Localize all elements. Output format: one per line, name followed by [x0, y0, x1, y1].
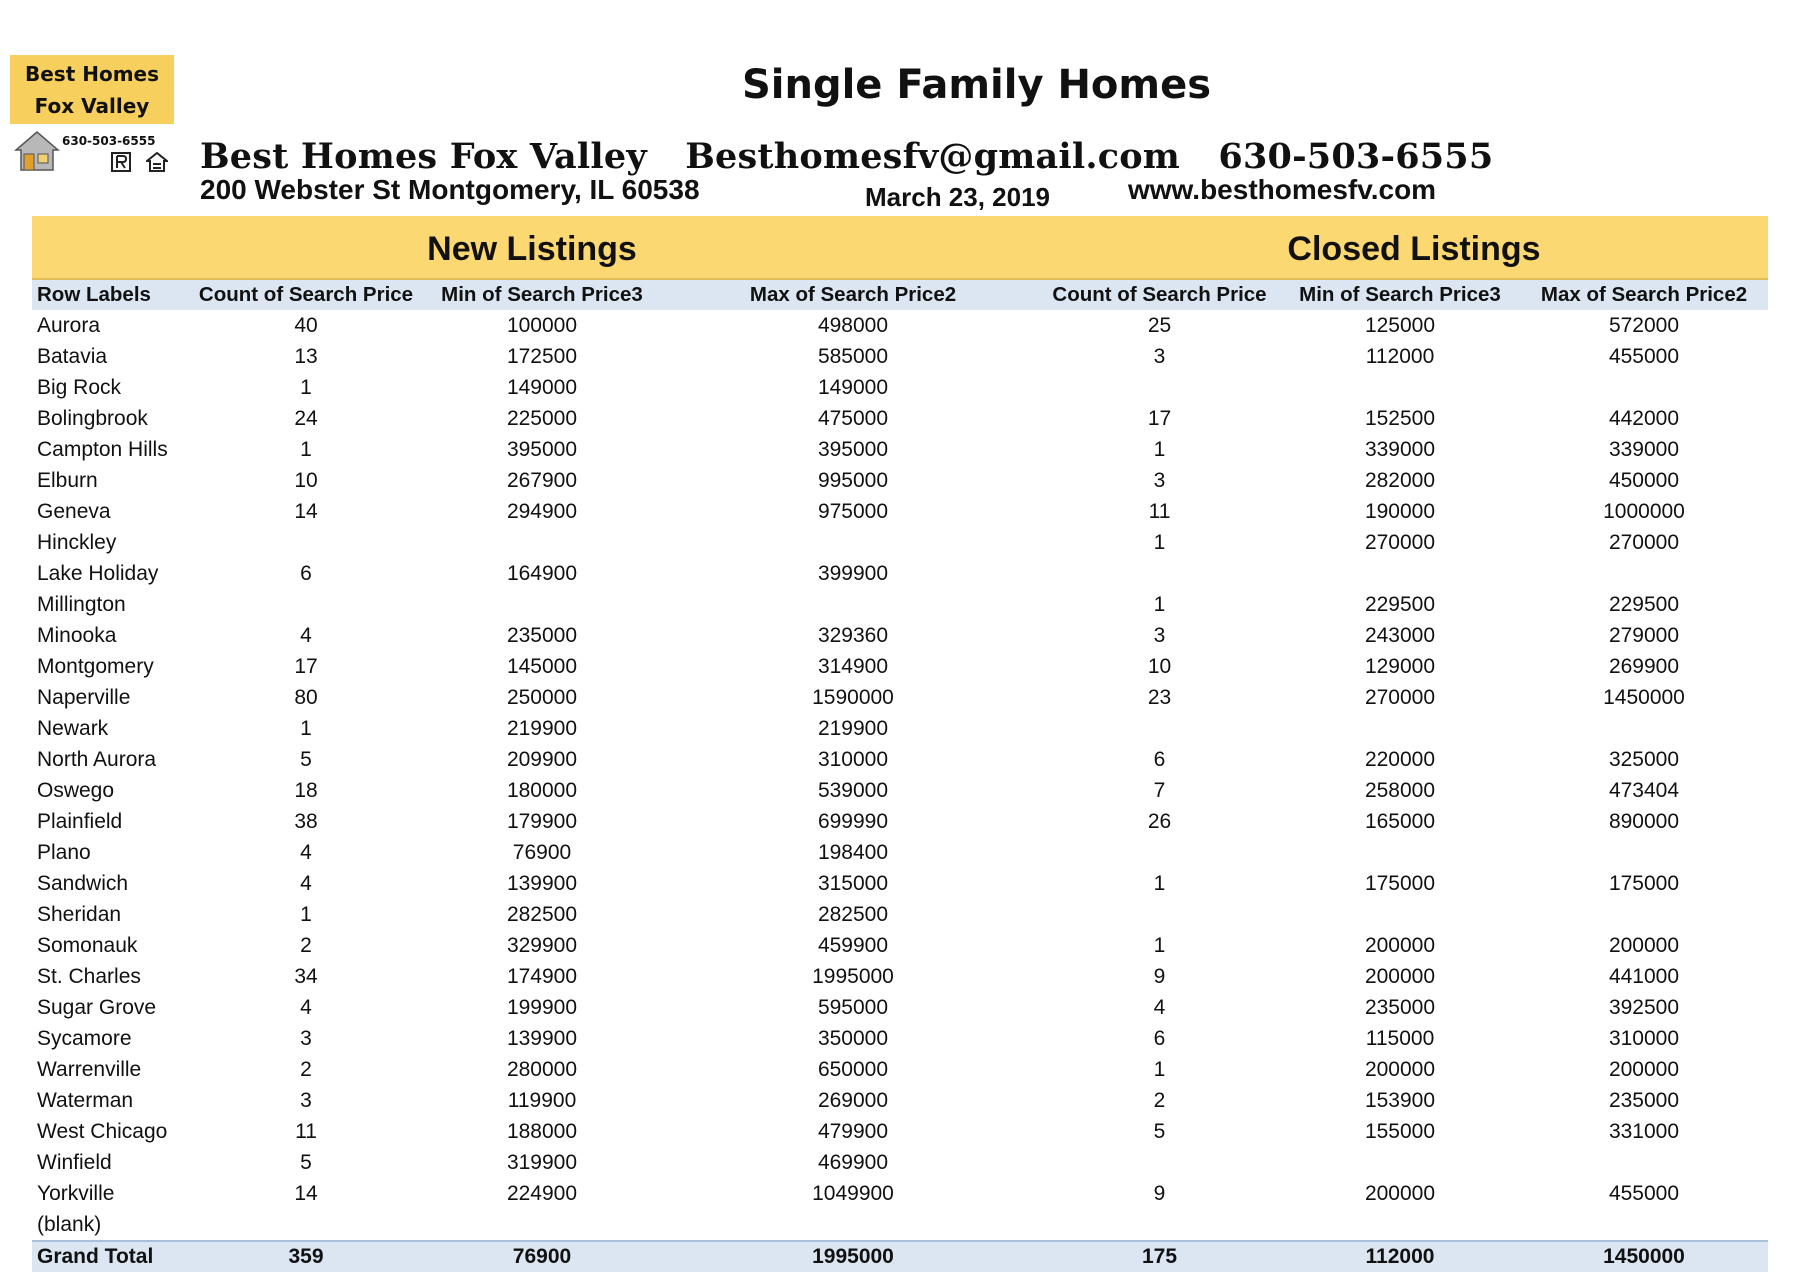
table-row — [32, 558, 1768, 589]
table-cell: 155000 — [1364, 1119, 1436, 1143]
brand-badge-line2: Fox Valley — [34, 93, 150, 118]
table-cell: 3 — [300, 1026, 312, 1050]
column-header: Row Labels — [37, 283, 151, 306]
company-email: Besthomesfv@gmail.com — [685, 136, 1181, 177]
table-cell: 5 — [300, 1150, 312, 1174]
row-label: Elburn — [37, 468, 98, 492]
table-cell: 269000 — [817, 1088, 889, 1112]
table-cell: 325000 — [1608, 747, 1680, 771]
table-cell — [1520, 713, 1768, 744]
table-row — [32, 837, 1768, 868]
row-label: Plainfield — [37, 809, 123, 833]
table-cell — [667, 589, 1039, 620]
table-cell: 13 — [294, 344, 318, 368]
table-cell: 258000 — [1364, 778, 1436, 802]
table-cell — [1280, 1209, 1520, 1241]
table-row — [32, 1023, 1768, 1054]
grand-total-cell: 175 — [1141, 1245, 1178, 1268]
table-cell: 890000 — [1608, 809, 1680, 833]
table-cell: 139900 — [506, 871, 578, 895]
house-icon — [14, 128, 60, 174]
table-row — [32, 1116, 1768, 1147]
row-label: Batavia — [37, 344, 108, 368]
table-cell: 224900 — [506, 1181, 578, 1205]
table-cell: 1450000 — [1603, 685, 1685, 709]
table-cell: 220000 — [1364, 747, 1436, 771]
table-cell: 1 — [300, 437, 312, 461]
table-cell: 125000 — [1364, 313, 1436, 337]
row-label: Newark — [37, 716, 109, 740]
table-cell — [1520, 558, 1768, 589]
table-cell: 180000 — [506, 778, 578, 802]
table-cell — [195, 1209, 417, 1241]
table-cell: 3 — [1153, 623, 1166, 647]
table-cell — [667, 1209, 1039, 1241]
table-cell: 25 — [1147, 313, 1172, 337]
table-row — [32, 806, 1768, 837]
table-row — [32, 465, 1768, 496]
table-cell: 995000 — [817, 468, 889, 492]
table-cell: 11 — [1148, 499, 1171, 523]
row-label: Oswego — [37, 778, 115, 802]
table-cell: 225000 — [506, 406, 578, 430]
table-cell: 2 — [300, 1057, 312, 1081]
table-cell: 1 — [300, 375, 312, 399]
table-cell: 17 — [294, 654, 318, 678]
table-cell: 23 — [1147, 685, 1172, 709]
grand-total-row — [32, 1241, 1768, 1272]
table-cell: 329900 — [506, 933, 578, 957]
column-header: Min of Search Price3 — [1299, 283, 1501, 306]
section-header-band — [32, 216, 1768, 280]
table-cell: 175000 — [1608, 871, 1680, 895]
row-label: Big Rock — [37, 375, 122, 399]
table-cell: 282500 — [817, 902, 889, 926]
table-cell: 395000 — [506, 437, 578, 461]
row-label: (blank) — [37, 1212, 102, 1236]
row-label: Minooka — [37, 623, 117, 647]
table-cell: 145000 — [506, 654, 578, 678]
table-cell: 17 — [1147, 406, 1172, 430]
table-row — [32, 992, 1768, 1023]
table-cell: 149000 — [817, 375, 889, 399]
realtor-icon — [111, 152, 131, 172]
table-cell: 314900 — [817, 654, 889, 678]
table-cell: 3 — [300, 1088, 312, 1112]
table-cell: 14 — [294, 499, 318, 523]
table-cell: 198400 — [817, 840, 889, 864]
table-cell: 200000 — [1608, 933, 1680, 957]
table-cell: 4 — [300, 871, 312, 895]
table-cell — [195, 589, 417, 620]
table-cell — [417, 527, 667, 558]
table-cell: 1000000 — [1603, 499, 1685, 523]
table-row — [32, 1085, 1768, 1116]
table-cell: 152500 — [1364, 406, 1436, 430]
grand-total-cell: 359 — [288, 1245, 324, 1268]
table-row — [32, 1147, 1768, 1178]
company-website: www.besthomesfv.com — [1128, 174, 1437, 205]
row-label: Montgomery — [37, 654, 154, 678]
table-cell — [1039, 558, 1280, 589]
grand-total-cell: 1450000 — [1603, 1245, 1685, 1268]
table-cell: 112000 — [1365, 344, 1435, 368]
table-cell — [195, 527, 417, 558]
table-cell: 1 — [1153, 871, 1166, 895]
table-cell: 115000 — [1365, 1026, 1435, 1050]
table-cell — [1280, 558, 1520, 589]
table-cell: 279000 — [1608, 623, 1680, 647]
table-cell: 539000 — [817, 778, 889, 802]
table-cell: 699990 — [817, 809, 889, 833]
row-label: Yorkville — [37, 1181, 115, 1205]
table-cell: 1 — [1153, 592, 1166, 616]
table-cell: 455000 — [1608, 344, 1680, 368]
equal-housing-icon — [146, 152, 168, 172]
table-cell: 650000 — [817, 1057, 889, 1081]
section-new-listings: New Listings — [427, 230, 637, 268]
table-row — [32, 1178, 1768, 1209]
column-header: Max of Search Price2 — [1540, 283, 1748, 306]
table-cell: 1 — [1153, 933, 1166, 957]
table-cell: 209900 — [506, 747, 578, 771]
listings-table-wrap — [32, 216, 1768, 1272]
table-cell: 1 — [300, 902, 312, 926]
table-cell: 100000 — [506, 313, 578, 337]
table-cell: 7 — [1153, 778, 1166, 802]
table-cell: 294900 — [506, 499, 578, 523]
table-cell: 315000 — [817, 871, 889, 895]
table-cell: 395000 — [817, 437, 889, 461]
table-cell — [667, 527, 1039, 558]
table-cell — [1520, 899, 1768, 930]
table-row — [32, 589, 1768, 620]
table-cell: 2 — [1153, 1088, 1166, 1112]
table-cell: 179900 — [506, 809, 578, 833]
table-cell: 455000 — [1608, 1181, 1680, 1205]
table-cell — [1520, 1209, 1768, 1241]
table-row — [32, 899, 1768, 930]
table-cell: 200000 — [1364, 1057, 1436, 1081]
table-cell: 1 — [1153, 1057, 1166, 1081]
row-label: Lake Holiday — [37, 561, 159, 585]
table-cell: 329360 — [817, 623, 889, 647]
table-cell: 235000 — [1608, 1088, 1680, 1112]
table-row — [32, 1054, 1768, 1085]
table-cell: 200000 — [1364, 933, 1436, 957]
table-row — [32, 1209, 1768, 1241]
table-row — [32, 434, 1768, 465]
row-label: North Aurora — [37, 747, 157, 771]
row-label: Millington — [37, 592, 126, 616]
table-cell — [1039, 372, 1280, 403]
company-name: Best Homes Fox Valley — [200, 136, 647, 177]
grand-total-label: Grand Total — [37, 1245, 154, 1268]
table-cell: 34 — [294, 964, 318, 988]
table-cell: 153900 — [1364, 1088, 1436, 1112]
table-cell: 4 — [300, 995, 312, 1019]
table-cell: 6 — [1153, 747, 1166, 771]
table-cell: 243000 — [1364, 623, 1436, 647]
table-cell: 1 — [1153, 530, 1166, 554]
table-cell: 270000 — [1364, 530, 1436, 554]
table-row — [32, 620, 1768, 651]
table-cell: 11 — [295, 1119, 317, 1143]
row-label: Sugar Grove — [37, 995, 157, 1019]
grand-total-cell: 1995000 — [812, 1245, 894, 1268]
column-header: Count of Search Price — [1052, 283, 1267, 306]
table-cell: 235000 — [1364, 995, 1436, 1019]
table-cell: 149000 — [506, 375, 578, 399]
table-cell — [1520, 837, 1768, 868]
row-label: Naperville — [37, 685, 131, 709]
table-cell: 26 — [1147, 809, 1172, 833]
table-cell: 200000 — [1364, 1181, 1436, 1205]
table-cell: 4 — [300, 623, 312, 647]
table-cell: 2 — [300, 933, 312, 957]
column-header: Count of Search Price — [198, 283, 414, 306]
table-cell: 450000 — [1608, 468, 1680, 492]
table-cell: 3 — [1153, 344, 1166, 368]
row-label: St. Charles — [37, 964, 141, 988]
table-cell: 1995000 — [812, 964, 894, 988]
table-row — [32, 682, 1768, 713]
table-row — [32, 961, 1768, 992]
table-cell: 40 — [294, 313, 318, 337]
table-cell: 267900 — [506, 468, 578, 492]
table-cell — [1520, 1147, 1768, 1178]
table-row — [32, 372, 1768, 403]
table-cell: 392500 — [1608, 995, 1680, 1019]
table-cell: 4 — [1153, 995, 1166, 1019]
table-row — [32, 744, 1768, 775]
table-cell: 165000 — [1364, 809, 1436, 833]
column-header: Max of Search Price2 — [749, 283, 957, 306]
table-cell: 4 — [300, 840, 312, 864]
table-cell: 229500 — [1364, 592, 1436, 616]
table-cell: 190000 — [1364, 499, 1436, 523]
column-header: Min of Search Price3 — [441, 283, 643, 306]
table-cell: 1 — [300, 716, 312, 740]
table-cell: 310000 — [817, 747, 889, 771]
table-cell: 9 — [1153, 1181, 1166, 1205]
table-cell: 235000 — [506, 623, 578, 647]
table-cell — [417, 589, 667, 620]
company-line — [200, 136, 1519, 177]
table-cell — [1280, 372, 1520, 403]
table-row — [32, 775, 1768, 806]
row-label: Warrenville — [37, 1057, 142, 1081]
table-cell: 399900 — [817, 561, 889, 585]
table-row — [32, 403, 1768, 434]
table-cell: 174900 — [506, 964, 578, 988]
table-cell: 80 — [294, 685, 318, 709]
table-cell: 339000 — [1364, 437, 1436, 461]
brand-badge-line1: Best Homes — [24, 61, 160, 86]
table-row — [32, 310, 1768, 341]
table-cell: 1049900 — [812, 1181, 894, 1205]
table-cell: 5 — [300, 747, 312, 771]
table-cell: 975000 — [817, 499, 889, 523]
table-cell — [1520, 372, 1768, 403]
table-cell: 5 — [1153, 1119, 1166, 1143]
table-cell: 119900 — [507, 1088, 577, 1112]
table-cell: 282500 — [506, 902, 578, 926]
table-cell — [1280, 899, 1520, 930]
row-label: Sycamore — [37, 1026, 132, 1050]
table-cell — [1039, 837, 1280, 868]
company-phone: 630-503-6555 — [1218, 136, 1494, 177]
table-cell: 572000 — [1608, 313, 1680, 337]
table-cell: 459900 — [817, 933, 889, 957]
table-cell: 9 — [1153, 964, 1166, 988]
table-cell: 24 — [294, 406, 318, 430]
table-cell: 473404 — [1608, 778, 1680, 802]
row-label: Bolingbrook — [37, 406, 148, 430]
table-cell: 200000 — [1608, 1057, 1680, 1081]
table-cell: 172500 — [506, 344, 578, 368]
table-cell: 199900 — [506, 995, 578, 1019]
row-label: Plano — [37, 840, 91, 864]
table-cell — [1039, 1209, 1280, 1241]
table-row — [32, 930, 1768, 961]
row-label: West Chicago — [37, 1119, 168, 1143]
table-cell: 469900 — [817, 1150, 889, 1174]
row-label: Campton Hills — [37, 437, 168, 461]
table-cell: 229500 — [1608, 592, 1680, 616]
table-cell: 129000 — [1364, 654, 1436, 678]
table-cell: 1590000 — [812, 685, 894, 709]
table-cell — [417, 1209, 667, 1241]
row-label: Waterman — [37, 1088, 134, 1112]
table-body — [32, 310, 1768, 1241]
grand-total-cell: 112000 — [1365, 1245, 1435, 1268]
table-cell: 479900 — [817, 1119, 889, 1143]
table-cell: 269900 — [1608, 654, 1680, 678]
table-cell: 475000 — [817, 406, 889, 430]
table-cell: 270000 — [1608, 530, 1680, 554]
row-label: Hinckley — [37, 530, 117, 554]
table-cell: 10 — [1147, 654, 1172, 678]
grand-total-cell: 76900 — [512, 1245, 572, 1268]
page-title: Single Family Homes — [741, 62, 1212, 108]
table-cell: 139900 — [506, 1026, 578, 1050]
table-cell: 38 — [294, 809, 318, 833]
table-cell: 585000 — [817, 344, 889, 368]
table-cell — [1280, 837, 1520, 868]
table-cell: 200000 — [1364, 964, 1436, 988]
row-label: Somonauk — [37, 933, 138, 957]
table-cell: 280000 — [506, 1057, 578, 1081]
table-cell: 319900 — [506, 1150, 578, 1174]
report-date: March 23, 2019 — [865, 182, 1051, 212]
table-cell: 6 — [1153, 1026, 1166, 1050]
table-cell: 14 — [294, 1181, 318, 1205]
company-address: 200 Webster St Montgomery, IL 60538 — [200, 174, 700, 205]
section-closed-listings: Closed Listings — [1287, 230, 1541, 268]
table-cell: 595000 — [817, 995, 889, 1019]
table-cell: 282000 — [1364, 468, 1436, 492]
table-row — [32, 651, 1768, 682]
row-label: Sheridan — [37, 902, 122, 926]
table-cell: 1 — [1153, 437, 1166, 461]
table-row — [32, 527, 1768, 558]
row-label: Winfield — [37, 1150, 112, 1174]
table-row — [32, 713, 1768, 744]
table-cell: 310000 — [1608, 1026, 1680, 1050]
table-cell: 6 — [300, 561, 312, 585]
table-cell: 3 — [1153, 468, 1166, 492]
table-cell: 76900 — [512, 840, 572, 864]
table-cell: 219900 — [506, 716, 578, 740]
row-label: Sandwich — [37, 871, 129, 895]
table-cell: 270000 — [1364, 685, 1436, 709]
table-row — [32, 868, 1768, 899]
table-row — [32, 341, 1768, 372]
row-label: Aurora — [37, 313, 101, 337]
table-cell — [1039, 1147, 1280, 1178]
table-cell: 331000 — [1608, 1119, 1680, 1143]
table-cell: 442000 — [1608, 406, 1680, 430]
table-cell: 441000 — [1608, 964, 1680, 988]
listings-table — [32, 280, 1768, 1272]
table-cell — [1280, 713, 1520, 744]
table-cell: 498000 — [817, 313, 889, 337]
table-cell — [1039, 899, 1280, 930]
table-cell: 10 — [294, 468, 318, 492]
brand-badge-phone: 630-503-6555 — [62, 134, 156, 148]
table-cell: 188000 — [506, 1119, 578, 1143]
row-label: Geneva — [37, 499, 111, 523]
table-row — [32, 496, 1768, 527]
table-cell: 219900 — [817, 716, 889, 740]
table-cell: 339000 — [1608, 437, 1680, 461]
table-cell: 18 — [294, 778, 318, 802]
header-row — [32, 280, 1768, 310]
table-cell: 350000 — [817, 1026, 889, 1050]
table-cell: 250000 — [506, 685, 578, 709]
table-cell — [1280, 1147, 1520, 1178]
table-cell: 164900 — [506, 561, 578, 585]
table-cell — [1039, 713, 1280, 744]
table-cell: 175000 — [1364, 871, 1436, 895]
